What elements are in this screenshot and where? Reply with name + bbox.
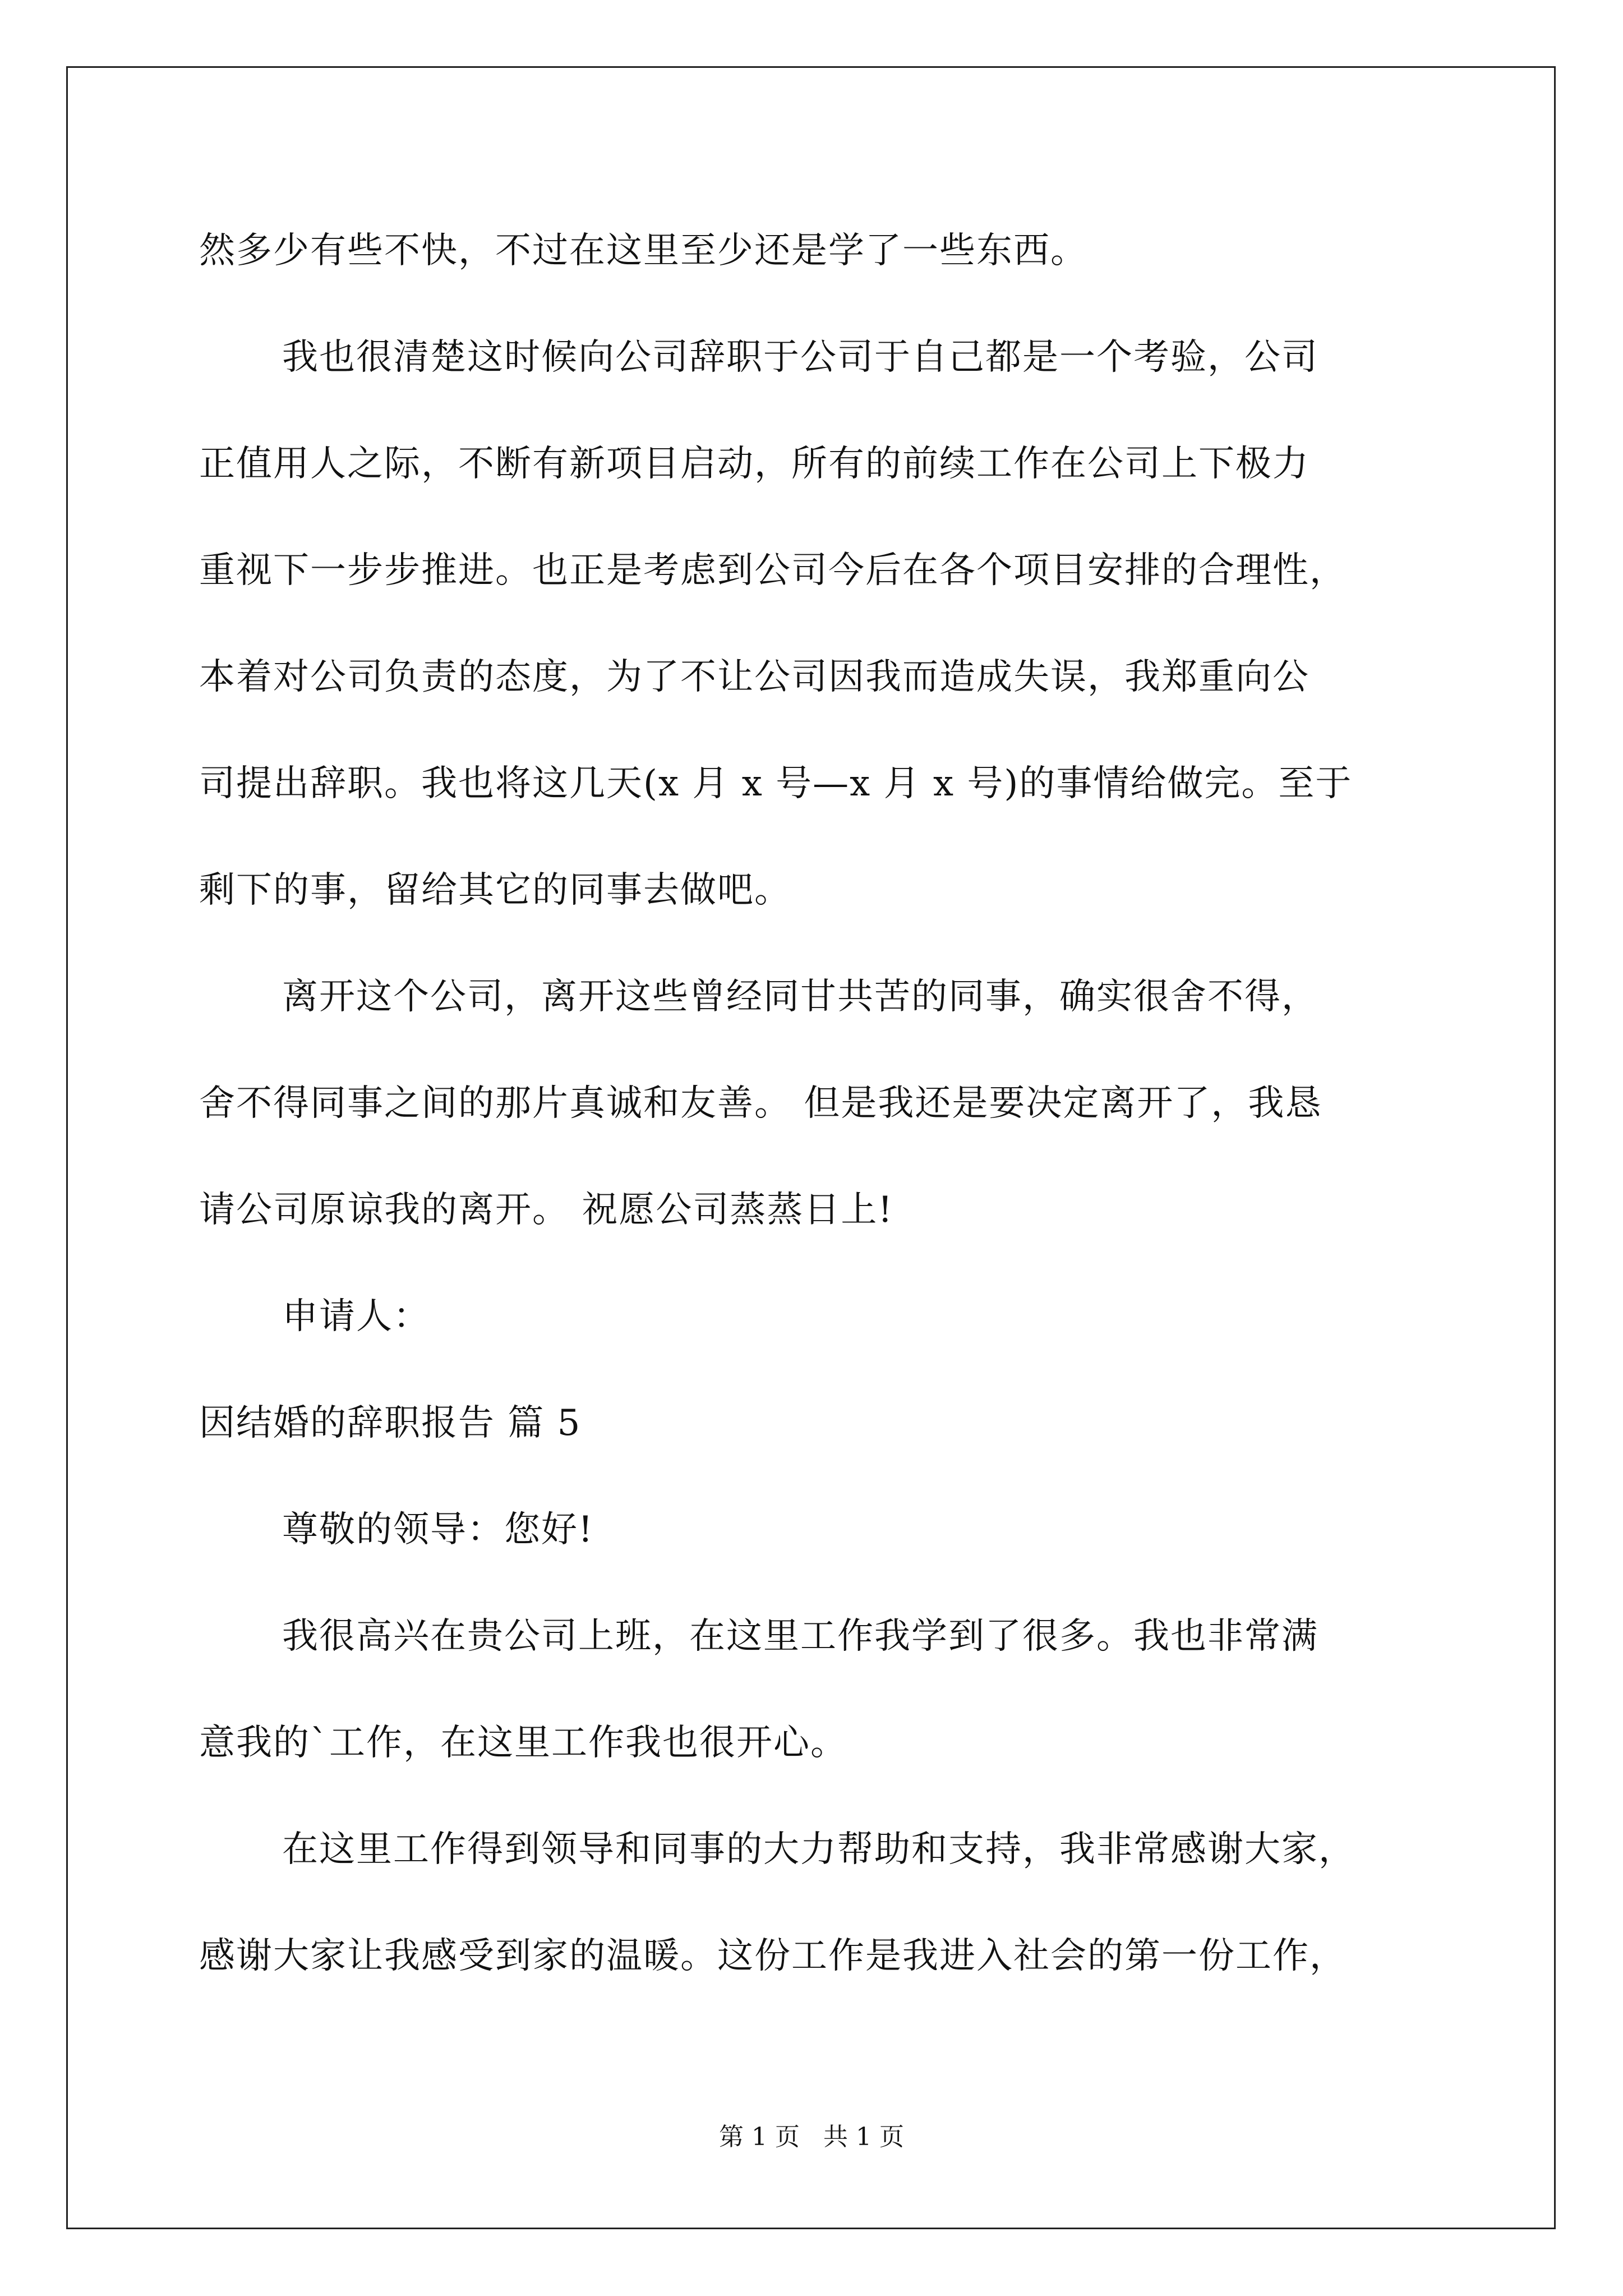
text-line-5: 本着对公司负责的态度，为了不让公司因我而造成失误，我郑重向公 xyxy=(199,656,1310,698)
applicant-line: 申请人： xyxy=(282,1296,430,1337)
text-line-15: 意我的`工作，在这里工作我也很开心。 xyxy=(199,1722,847,1764)
page-border xyxy=(66,66,1556,2229)
section-heading: 因结婚的辞职报告 篇 5 xyxy=(199,1402,582,1444)
text-line-8: 离开这个公司，离开这些曾经同甘共苦的同事，确实很舍不得， xyxy=(282,976,1318,1018)
text-line-2: 我也很清楚这时候向公司辞职于公司于自己都是一个考验，公司 xyxy=(282,337,1318,378)
text-line-17: 感谢大家让我感受到家的温暖。这份工作是我进入社会的第一份工作， xyxy=(199,1935,1347,1977)
text-line-4: 重视下一步步推进。也正是考虑到公司今后在各个项目安排的合理性， xyxy=(199,550,1347,591)
text-line-6: 司提出辞职。我也将这几天(x 月 x 号—x 月 x 号)的事情给做完。至于 xyxy=(199,763,1353,804)
text-line-14: 我很高兴在贵公司上班，在这里工作我学到了很多。我也非常满 xyxy=(282,1616,1318,1657)
text-line-9: 舍不得同事之间的那片真诚和友善。 但是我还是要决定离开了，我恳 xyxy=(199,1083,1322,1124)
page-number-footer: 第 1 页 共 1 页 xyxy=(719,2123,904,2151)
text-line-16: 在这里工作得到领导和同事的大力帮助和支持，我非常感谢大家， xyxy=(282,1829,1355,1870)
salutation-line: 尊敬的领导：您好! xyxy=(282,1509,594,1550)
text-line-3: 正值用人之际，不断有新项目启动，所有的前续工作在公司上下极力 xyxy=(199,443,1310,485)
text-line-1: 然多少有些不快，不过在这里至少还是学了一些东西。 xyxy=(199,230,1087,272)
text-line-10: 请公司原谅我的离开。 祝愿公司蒸蒸日上! xyxy=(199,1189,894,1231)
text-line-7: 剩下的事，留给其它的同事去做吧。 xyxy=(199,869,791,911)
